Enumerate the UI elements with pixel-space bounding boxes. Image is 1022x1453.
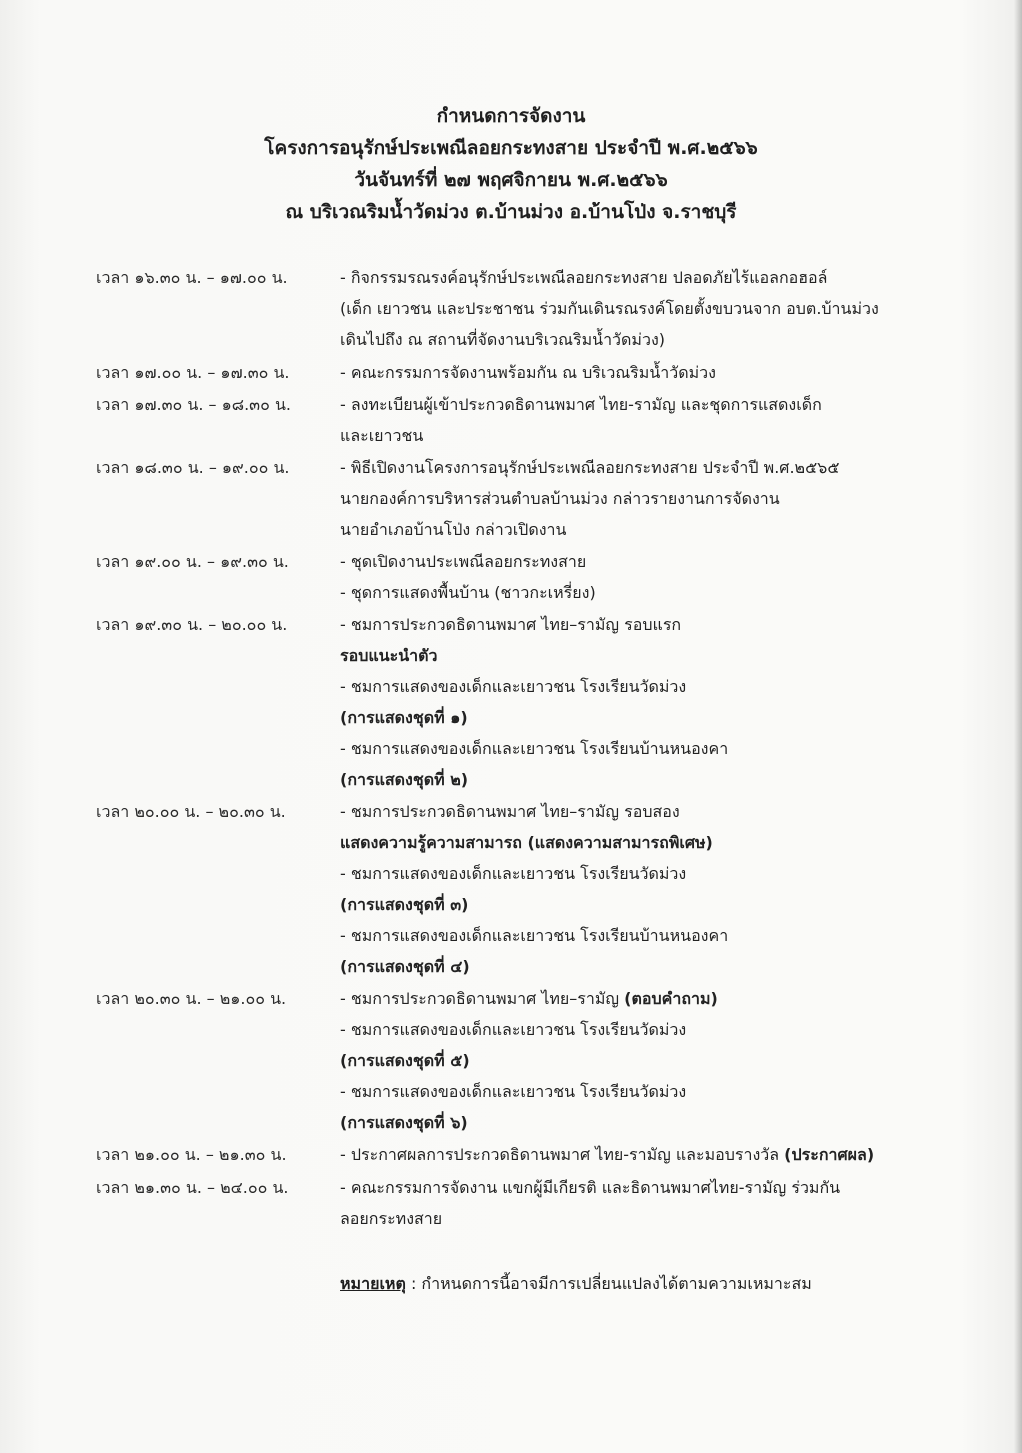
- schedule-item: - ชมการแสดงของเด็กและเยาวชน โรงเรียนวัดม่วง: [340, 864, 687, 883]
- schedule-subheading: รอบแนะนำตัว: [340, 646, 438, 665]
- schedule-item: เดินไปถึง ณ สถานที่จัดงานบริเวณริมน้ำวัดม่วง): [340, 330, 666, 349]
- schedule-time: เวลา ๑๖.๓๐ น. – ๑๗.๐๐ น.: [96, 268, 288, 287]
- schedule-item: (เด็ก เยาวชน และประชาชน ร่วมกันเดินรณรงค์โดยตั้งขบวนจาก อบต.บ้านม่วง: [340, 299, 879, 318]
- performance-set-label: (การแสดงชุดที่ ๕): [340, 1051, 470, 1070]
- schedule-item: [340, 1139, 874, 1170]
- schedule-time: เวลา ๑๗.๓๐ น. – ๑๘.๓๐ น.: [96, 395, 291, 414]
- header-venue: ณ บริเวณริมน้ำวัดม่วง ต.บ้านม่วง อ.บ้านโป่ง จ.ราชบุรี: [285, 201, 737, 223]
- schedule-item: - ชมการแสดงของเด็กและเยาวชน โรงเรียนวัดม่วง: [340, 1020, 687, 1039]
- schedule-item: - ชมการแสดงของเด็กและเยาวชน โรงเรียนวัดม่วง: [340, 1082, 687, 1101]
- remark: [340, 1268, 812, 1299]
- schedule-item: - ชมการแสดงของเด็กและเยาวชน โรงเรียนบ้านหนองคา: [340, 926, 729, 945]
- schedule-time: เวลา ๑๙.๓๐ น. – ๒๐.๐๐ น.: [96, 615, 288, 634]
- schedule-item-text: - ประกาศผลการประกวดธิดานพมาศ ไทย-รามัญ และมอบรางวัล: [340, 1145, 780, 1164]
- schedule-item-text: - ชมการประกวดธิดานพมาศ ไทย–รามัญ: [340, 989, 620, 1008]
- schedule-item: - ชุดการแสดงพื้นบ้าน (ชาวกะเหรี่ยง): [340, 583, 596, 602]
- schedule-time: เวลา ๒๑.๓๐ น. – ๒๔.๐๐ น.: [96, 1178, 289, 1197]
- schedule-item: - ชมการประกวดธิดานพมาศ ไทย–รามัญ รอบแรก: [340, 615, 682, 634]
- schedule-item: - ชมการแสดงของเด็กและเยาวชน โรงเรียนบ้านหนองคา: [340, 739, 729, 758]
- performance-set-label: (การแสดงชุดที่ ๓): [340, 895, 469, 914]
- remark-text: : กำหนดการนี้อาจมีการเปลี่ยนแปลงได้ตามความเหมาะสม: [405, 1274, 812, 1293]
- schedule-item: - คณะกรรมการจัดงาน แขกผู้มีเกียรติ และธิดานพมาศไทย-รามัญ ร่วมกัน: [340, 1178, 841, 1197]
- schedule-time: เวลา ๑๗.๐๐ น. – ๑๗.๓๐ น.: [96, 363, 290, 382]
- schedule-item: [340, 983, 718, 1014]
- schedule-time: เวลา ๒๑.๐๐ น. – ๒๑.๓๐ น.: [96, 1145, 287, 1164]
- schedule-item: และเยาวชน: [340, 426, 424, 445]
- performance-set-label: (การแสดงชุดที่ ๑): [340, 708, 468, 727]
- schedule-item: - ชมการแสดงของเด็กและเยาวชน โรงเรียนวัดม่วง: [340, 677, 687, 696]
- schedule-item-bold: (ตอบคำถาม): [624, 989, 718, 1008]
- schedule-item: - กิจกรรมรณรงค์อนุรักษ์ประเพณีลอยกระทงสาย ปลอดภัยไร้แอลกอฮอล์: [340, 268, 828, 287]
- header-title: กำหนดการจัดงาน: [436, 105, 586, 127]
- schedule-item: - คณะกรรมการจัดงานพร้อมกัน ณ บริเวณริมน้ำวัดม่วง: [340, 363, 716, 382]
- performance-set-label: (การแสดงชุดที่ ๖): [340, 1113, 468, 1132]
- schedule-subheading: แสดงความรู้ความสามารถ (แสดงความสามารถพิเศษ): [340, 833, 713, 852]
- schedule-time: เวลา ๑๘.๓๐ น. – ๑๙.๐๐ น.: [96, 458, 290, 477]
- schedule-time: เวลา ๒๐.๐๐ น. – ๒๐.๓๐ น.: [96, 802, 286, 821]
- schedule-time: เวลา ๒๐.๓๐ น. – ๒๑.๐๐ น.: [96, 989, 287, 1008]
- header-date: วันจันทร์ที่ ๒๗ พฤศจิกายน พ.ศ.๒๕๖๖: [354, 169, 668, 191]
- schedule-item: นายอำเภอบ้านโป่ง กล่าวเปิดงาน: [340, 520, 567, 539]
- schedule-item-bold: (ประกาศผล): [784, 1145, 875, 1164]
- schedule-item: - ชมการประกวดธิดานพมาศ ไทย–รามัญ รอบสอง: [340, 802, 680, 821]
- schedule-item: - ลงทะเบียนผู้เข้าประกวดธิดานพมาศ ไทย-รามัญ และชุดการแสดงเด็ก: [340, 395, 822, 414]
- performance-set-label: (การแสดงชุดที่ ๔): [340, 957, 470, 976]
- document-header: [0, 100, 1022, 228]
- schedule-item: - พิธีเปิดงานโครงการอนุรักษ์ประเพณีลอยกระทงสาย ประจำปี พ.ศ.๒๕๖๕: [340, 458, 840, 477]
- schedule-item: ลอยกระทงสาย: [340, 1209, 443, 1228]
- schedule-time: เวลา ๑๙.๐๐ น. – ๑๙.๓๐ น.: [96, 552, 289, 571]
- schedule-item: - ชุดเปิดงานประเพณีลอยกระทงสาย: [340, 552, 587, 571]
- remark-label: หมายเหตุ: [340, 1274, 406, 1293]
- performance-set-label: (การแสดงชุดที่ ๒): [340, 770, 469, 789]
- schedule-item: นายกองค์การบริหารส่วนตำบลบ้านม่วง กล่าวรายงานการจัดงาน: [340, 489, 780, 508]
- header-project: โครงการอนุรักษ์ประเพณีลอยกระทงสาย ประจำปี พ.ศ.๒๕๖๖: [264, 137, 758, 159]
